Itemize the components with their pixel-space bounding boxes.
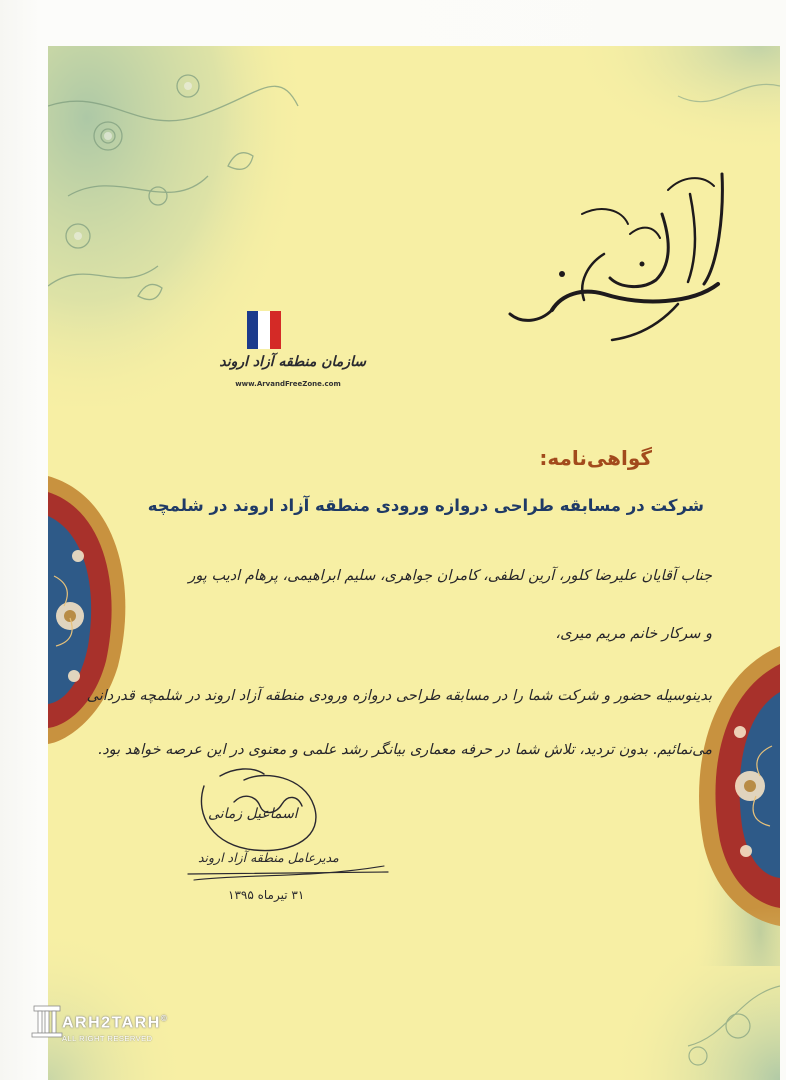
flag-stripe-blue — [247, 311, 258, 349]
certificate-title: گواهی‌نامه: — [539, 446, 652, 470]
signatory-name: اسماعیل زمانی — [208, 806, 298, 822]
watermark-title — [62, 1014, 168, 1032]
body-line: بدینوسیله حضور و شرکت شما را در مسابقه طراحی دروازه ورودی منطقه آزاد اروند در شلمچه قدردانی — [86, 688, 712, 704]
organization-name: سازمان منطقه آزاد اروند — [219, 354, 366, 370]
certificate-paper — [48, 46, 780, 1080]
medallion-ornament-left — [48, 466, 138, 746]
body-line: جناب آقایان علیرضا کلور، آرین لطفی، کامران جواهری، سلیم ابراهیمی، پرهام ادیب پور — [188, 568, 712, 584]
watermark-title-text: ARH2TARH — [62, 1014, 161, 1032]
certificate-subtitle: شرکت در مسابقه طراحی دروازه ورودی منطقه آزاد اروند در شلمچه — [147, 496, 704, 515]
arvand-flag-logo — [247, 311, 281, 349]
flag-stripe-white — [258, 311, 269, 349]
bismillah-calligraphy — [492, 154, 752, 354]
watermark-registered: © — [160, 1014, 169, 1023]
body-line: می‌نمائیم. بدون تردید، تلاش شما در حرفه معماری بیانگر رشد علمی و معنوی در این عرصه خواهد بود. — [97, 742, 712, 758]
body-line: و سرکار خانم مریم میری، — [555, 626, 712, 642]
signatory-title: مدیرعامل منطقه آزاد اروند — [198, 850, 339, 865]
floral-ornament-top-left — [48, 46, 308, 406]
organization-url: www.ArvandFreeZone.com — [235, 380, 341, 388]
floral-ornament-bottom-right — [608, 906, 780, 1080]
certificate-date: ۳۱ تیرماه ۱۳۹۵ — [228, 888, 305, 902]
flag-stripe-red — [270, 311, 281, 349]
floral-ornament-top-right — [568, 46, 780, 166]
watermark-subtitle: ALL RIGHT RESERVED — [62, 1034, 153, 1043]
